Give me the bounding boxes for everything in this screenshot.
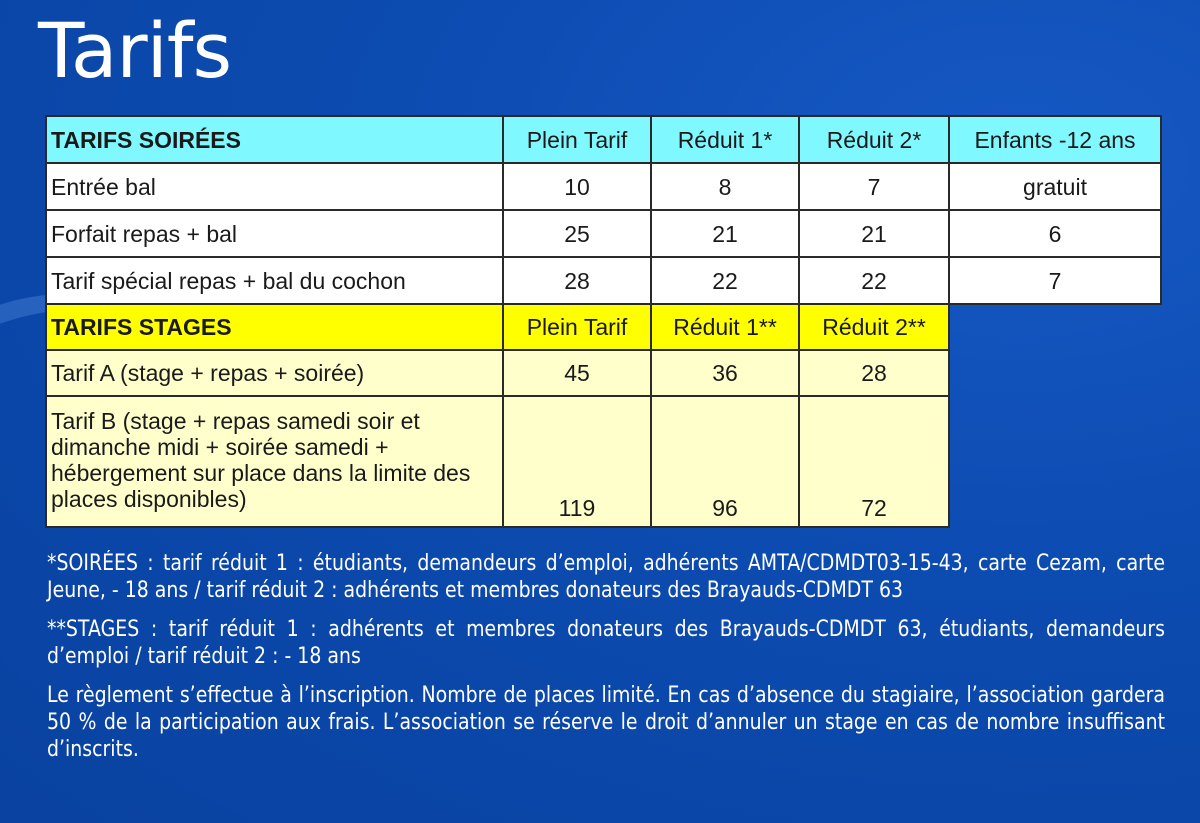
table-row: [46, 163, 1161, 210]
stages-header-reduit1: Réduit 1**: [651, 304, 799, 350]
price-reduit2: 22: [799, 257, 949, 304]
price-enfants: gratuit: [949, 163, 1161, 210]
tarifs-table: [45, 115, 1162, 528]
price-plein: 25: [503, 210, 651, 257]
price-reduit2: 72: [799, 396, 949, 527]
row-label: Tarif B (stage + repas samedi soir et dimanche midi + soirée samedi + hébergement sur place dans la limite des places disponibles): [46, 396, 503, 527]
price-reduit1: 22: [651, 257, 799, 304]
page-title: Tarifs: [38, 6, 232, 95]
price-plein: 119: [503, 396, 651, 527]
soirees-header-title: TARIFS SOIRÉES: [46, 116, 503, 163]
price-plein: 28: [503, 257, 651, 304]
stages-header-row: [46, 304, 1161, 350]
stages-header-reduit2: Réduit 2**: [799, 304, 949, 350]
note-soirees: *SOIRÉES : tarif réduit 1 : étudiants, demandeurs d’emploi, adhérents AMTA/CDMDT03-15-43, carte Cezam, carte Jeune, - 18 ans / tarif réduit 2 : adhérents et membres donateurs des Brayauds-CDMDT 63: [47, 551, 1165, 603]
soirees-header-plein: Plein Tarif: [503, 116, 651, 163]
price-enfants: 6: [949, 210, 1161, 257]
soirees-header-enfants: Enfants -12 ans: [949, 116, 1161, 163]
stages-header-plein: Plein Tarif: [503, 304, 651, 350]
stages-header-title: TARIFS STAGES: [46, 304, 503, 350]
note-stages: **STAGES : tarif réduit 1 : adhérents et membres donateurs des Brayauds-CDMDT 63, étudiants, demandeurs d’emploi / tarif réduit 2 : - 18 ans: [47, 617, 1165, 669]
price-reduit2: 7: [799, 163, 949, 210]
note-reglement: Le règlement s’effectue à l’inscription. Nombre de places limité. En cas d’absence du stagiaire, l’association gardera 50 % de la participation aux frais. L’association se réserve le droit d’annuler un stage en cas de nombre insuffisant d’inscrits.: [47, 683, 1165, 762]
row-label: Tarif spécial repas + bal du cochon: [46, 257, 503, 304]
table-row: [46, 350, 1161, 396]
price-plein: 10: [503, 163, 651, 210]
price-reduit2: 28: [799, 350, 949, 396]
row-label: Forfait repas + bal: [46, 210, 503, 257]
price-reduit2: 21: [799, 210, 949, 257]
soirees-header-reduit2: Réduit 2*: [799, 116, 949, 163]
price-reduit1: 36: [651, 350, 799, 396]
table-row: [46, 257, 1161, 304]
price-reduit1: 8: [651, 163, 799, 210]
price-reduit1: 96: [651, 396, 799, 527]
table-row: [46, 210, 1161, 257]
price-enfants: 7: [949, 257, 1161, 304]
empty-cell: [949, 350, 1161, 396]
soirees-header-reduit1: Réduit 1*: [651, 116, 799, 163]
price-reduit1: 21: [651, 210, 799, 257]
empty-cell: [949, 396, 1161, 527]
row-label: Tarif A (stage + repas + soirée): [46, 350, 503, 396]
notes: [47, 550, 1165, 775]
row-label: Entrée bal: [46, 163, 503, 210]
empty-cell: [949, 304, 1161, 350]
price-plein: 45: [503, 350, 651, 396]
soirees-header-row: [46, 116, 1161, 163]
table-row: [46, 396, 1161, 527]
